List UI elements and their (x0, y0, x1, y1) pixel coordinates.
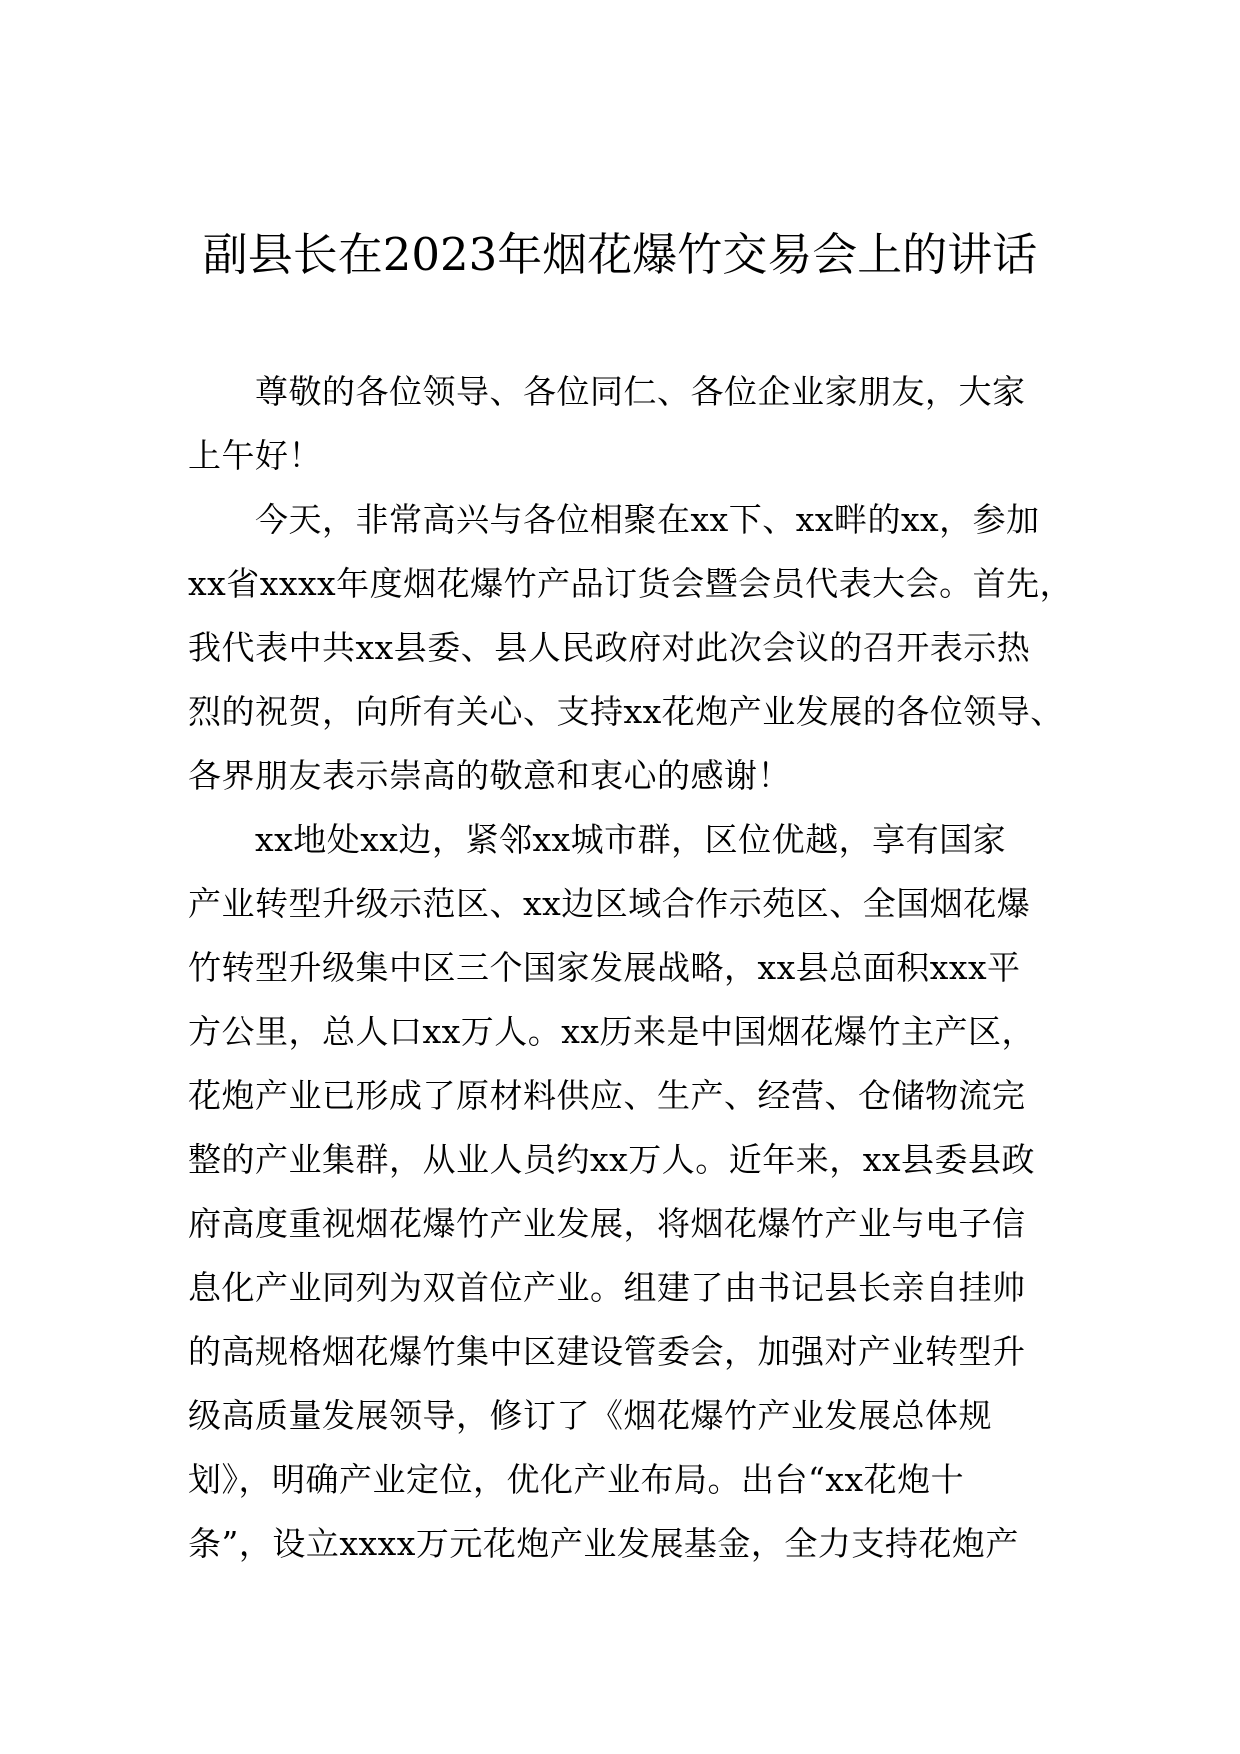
body-line: 上午好！ (188, 436, 322, 475)
body-line: 级高质量发展领导，修订了《烟花爆竹产业发展总体规 (188, 1396, 992, 1435)
body-line: 条”，设立xxxx万元花炮产业发展基金，全力支持花炮产 (188, 1524, 1019, 1563)
body-line: 我代表中共xx县委、县人民政府对此次会议的召开表示热 (188, 628, 1031, 667)
body-line: 今天，非常高兴与各位相聚在xx下、xx畔的xx，参加 (188, 500, 1040, 539)
body-line: 息化产业同列为双首位产业。组建了由书记县长亲自挂帅 (188, 1268, 1026, 1307)
body-line: 花炮产业已形成了原材料供应、生产、经营、仓储物流完 (188, 1076, 1026, 1115)
body-line: 的高规格烟花爆竹集中区建设管委会，加强对产业转型升 (188, 1332, 1026, 1371)
body-line: 划》，明确产业定位，优化产业布局。出台“xx花炮十 (188, 1460, 965, 1499)
body-line: xx省xxxx年度烟花爆竹产品订货会暨会员代表大会。首先， (188, 564, 1074, 603)
body-line: 烈的祝贺，向所有关心、支持xx花炮产业发展的各位领导、 (188, 692, 1064, 731)
body-line: 竹转型升级集中区三个国家发展战略，xx县总面积xxx平 (188, 948, 1021, 987)
body-line: 尊敬的各位领导、各位同仁、各位企业家朋友，大家 (188, 372, 1026, 411)
body-line: 各界朋友表示崇高的敬意和衷心的感谢！ (188, 756, 791, 795)
body-line: 府高度重视烟花爆竹产业发展，将烟花爆竹产业与电子信 (188, 1204, 1026, 1243)
body-line: 产业转型升级示范区、xx边区域合作示苑区、全国烟花爆 (188, 884, 1031, 923)
body-line: xx地处xx边，紧邻xx城市群，区位优越，享有国家 (188, 820, 1007, 859)
body-line: 整的产业集群，从业人员约xx万人。近年来，xx县委县政 (188, 1140, 1035, 1179)
body-line: 方公里，总人口xx万人。xx历来是中国烟花爆竹主产区， (188, 1012, 1035, 1051)
document-title: 副县长在2023年烟花爆竹交易会上的讲话 (202, 228, 1038, 281)
